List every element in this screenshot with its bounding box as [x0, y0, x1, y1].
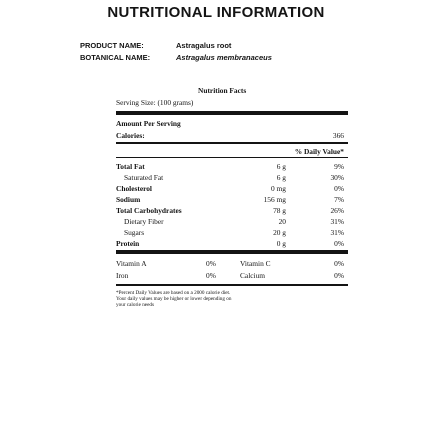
nutrient-name: Cholesterol — [116, 184, 152, 193]
table-divider — [116, 157, 348, 158]
nutrient-amount: 6 g — [276, 162, 286, 171]
footnote-line: your calorie needs — [116, 302, 155, 308]
vitamin-row — [116, 271, 348, 281]
botanical-name-row — [80, 53, 380, 62]
nutrient-amount: 0 g — [276, 239, 286, 248]
nutrient-name: Sugars — [124, 228, 145, 237]
nutrient-amount: 78 g — [273, 206, 286, 215]
nutrient-amount: 20 g — [273, 228, 286, 237]
vitamin-row — [116, 259, 348, 269]
botanical-name-value: Astragalus membranaceus — [176, 53, 272, 62]
vitamin-daily-value: 0% — [334, 259, 344, 268]
vitamin-name: Iron — [116, 271, 129, 280]
nutrient-row — [116, 239, 348, 249]
product-name-row — [80, 41, 380, 50]
calories-label: Calories: — [116, 131, 145, 140]
nutrient-name: Total Fat — [116, 162, 145, 171]
vitamin-name: Vitamin A — [116, 259, 147, 268]
daily-value-header-row — [116, 147, 348, 157]
vitamin-name: Calcium — [240, 271, 266, 280]
amount-per-serving-row — [116, 119, 348, 129]
nutrition-facts-heading: Nutrition Facts — [198, 86, 247, 95]
vitamin-daily-value: 0% — [334, 271, 344, 280]
serving-size: Serving Size: (100 grams) — [116, 98, 194, 107]
medium-divider — [116, 284, 348, 286]
nutrient-amount: 20 — [278, 217, 286, 226]
nutrient-daily-value: 9% — [334, 162, 344, 171]
calories-value: 366 — [332, 131, 344, 140]
nutrient-row — [116, 195, 348, 205]
nutrient-row — [116, 173, 348, 183]
thick-divider — [116, 250, 348, 254]
nutrient-daily-value: 0% — [334, 239, 344, 248]
product-name-value: Astragalus root — [176, 41, 232, 50]
nutrient-amount: 156 mg — [263, 195, 286, 204]
nutrient-name: Saturated Fat — [124, 173, 164, 182]
nutrient-row — [116, 217, 348, 227]
nutrient-row — [116, 184, 348, 194]
calories-row — [116, 131, 348, 141]
nutrient-daily-value: 31% — [330, 228, 344, 237]
nutrient-row — [116, 162, 348, 172]
nutrient-daily-value: 7% — [334, 195, 344, 204]
nutrient-daily-value: 31% — [330, 217, 344, 226]
botanical-name-label: BOTANICAL NAME: — [80, 53, 151, 62]
page-title: NUTRITIONAL INFORMATION — [107, 4, 325, 21]
vitamin-daily-value: 0% — [206, 259, 216, 268]
nutrient-name: Sodium — [116, 195, 141, 204]
nutrient-amount: 0 mg — [271, 184, 286, 193]
vitamin-daily-value: 0% — [206, 271, 216, 280]
footnote-line: *Percent Daily Values are based on a 2000 calorie diet. — [116, 290, 231, 296]
thick-divider — [116, 111, 348, 115]
nutrient-daily-value: 30% — [330, 173, 344, 182]
nutrient-name: Protein — [116, 239, 140, 248]
footnote-line: Your daily values may be higher or lower depending on — [116, 296, 232, 302]
product-name-label: PRODUCT NAME: — [80, 41, 144, 50]
nutrient-name: Total Carbohydrates — [116, 206, 182, 215]
footnote — [116, 290, 296, 308]
medium-divider — [116, 142, 348, 144]
nutrient-daily-value: 0% — [334, 184, 344, 193]
vitamin-name: Vitamin C — [240, 259, 271, 268]
nutrient-daily-value: 26% — [330, 206, 344, 215]
nutrient-amount: 6 g — [276, 173, 286, 182]
nutrient-row — [116, 228, 348, 238]
nutrient-name: Dietary Fiber — [124, 217, 164, 226]
daily-value-header: % Daily Value* — [294, 147, 344, 156]
nutrient-row — [116, 206, 348, 216]
amount-per-serving-label: Amount Per Serving — [116, 119, 181, 128]
